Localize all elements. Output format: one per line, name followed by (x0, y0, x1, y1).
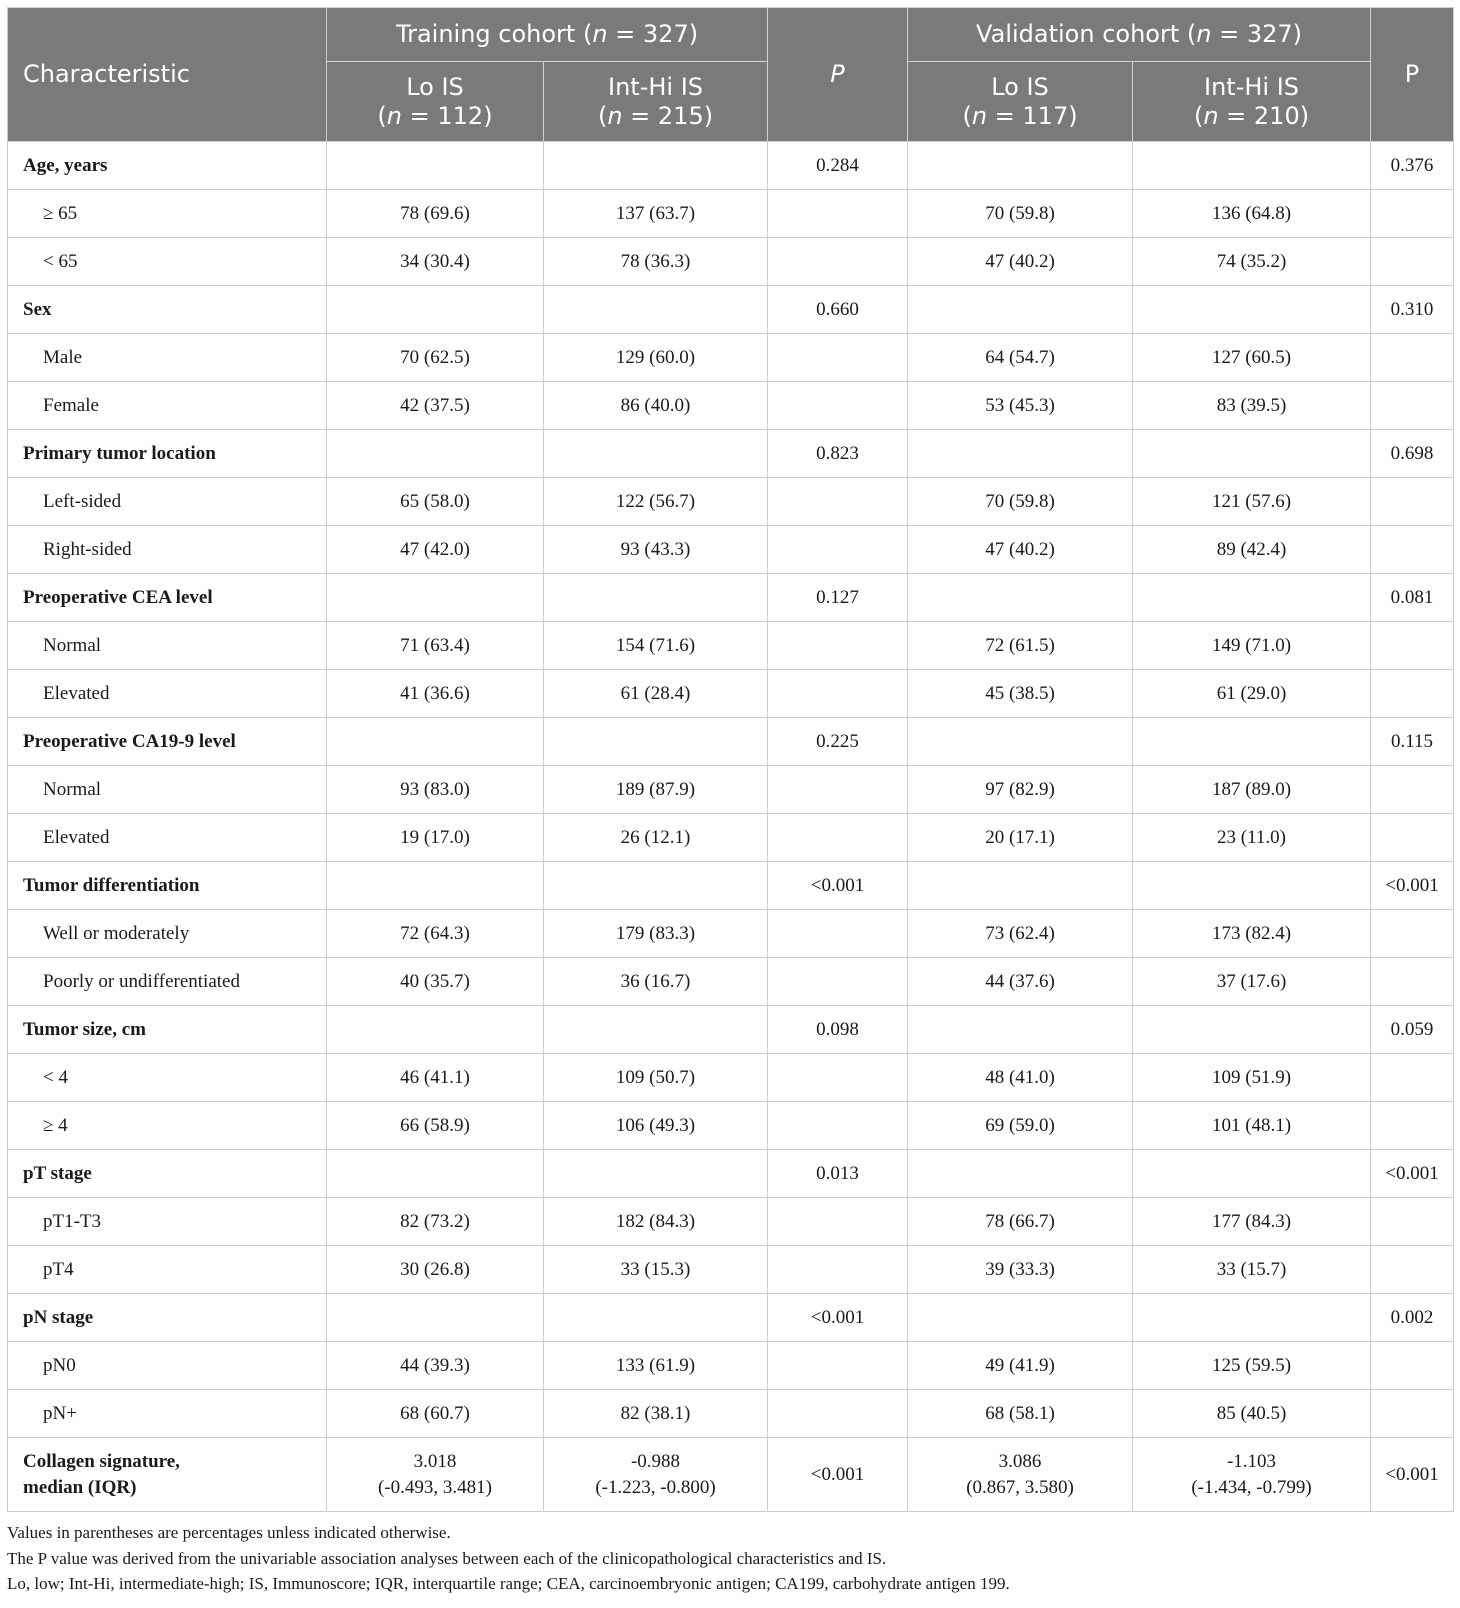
row-label: Right-sided (8, 526, 327, 574)
cell-training-hi (544, 718, 768, 766)
cell-training-p (768, 1342, 908, 1390)
cell-training-lo: 40 (35.7) (327, 958, 544, 1006)
cell-validation-hi: 101 (48.1) (1133, 1102, 1371, 1150)
cell-training-p: 0.013 (768, 1150, 908, 1198)
cell-validation-hi (1133, 1150, 1371, 1198)
cell-training-p: 0.823 (768, 430, 908, 478)
cell-training-p (768, 1198, 908, 1246)
cell-validation-hi: 74 (35.2) (1133, 238, 1371, 286)
table-row (8, 814, 1454, 862)
cell-validation-p (1371, 526, 1454, 574)
row-label: Left-sided (8, 478, 327, 526)
table-row (8, 1198, 1454, 1246)
cell-training-hi (544, 862, 768, 910)
table-row (8, 190, 1454, 238)
row-label: Well or moderately (8, 910, 327, 958)
row-label: Preoperative CEA level (8, 574, 327, 622)
cell-training-lo: 93 (83.0) (327, 766, 544, 814)
cell-validation-lo (908, 1294, 1133, 1342)
cell-validation-lo (908, 718, 1133, 766)
row-label: Poorly or undifferentiated (8, 958, 327, 1006)
cell-validation-hi (1133, 1006, 1371, 1054)
cell-training-p (768, 382, 908, 430)
table-row (8, 1390, 1454, 1438)
table-row (8, 766, 1454, 814)
cell-validation-hi: 37 (17.6) (1133, 958, 1371, 1006)
table-row (8, 1342, 1454, 1390)
cell-validation-lo (908, 286, 1133, 334)
cell-validation-hi (1133, 574, 1371, 622)
row-label: Sex (8, 286, 327, 334)
cell-validation-hi: 33 (15.7) (1133, 1246, 1371, 1294)
table-row (8, 958, 1454, 1006)
footnote: Values in parentheses are percentages unless indicated otherwise. (7, 1523, 451, 1542)
row-label: ≥ 65 (8, 190, 327, 238)
cell-training-lo (327, 430, 544, 478)
cell-training-lo: 68 (60.7) (327, 1390, 544, 1438)
cell-training-hi (544, 430, 768, 478)
header-validation-lo-is: Lo IS (n = 117) (908, 62, 1133, 142)
cell-validation-lo: 53 (45.3) (908, 382, 1133, 430)
cell-training-lo: 42 (37.5) (327, 382, 544, 430)
row-label: pN+ (8, 1390, 327, 1438)
cell-training-hi (544, 1006, 768, 1054)
cell-validation-lo: 78 (66.7) (908, 1198, 1133, 1246)
header-validation-int-hi-is: Int-Hi IS (n = 210) (1133, 62, 1371, 142)
footnote: The P value was derived from the univariable association analyses between each of the clinicopathological characteristics and IS. (7, 1548, 887, 1568)
cell-training-p (768, 1246, 908, 1294)
table-body (8, 142, 1454, 1512)
row-label: pT1-T3 (8, 1198, 327, 1246)
header-training-lo-is: Lo IS (n = 112) (327, 62, 544, 142)
cell-training-p: <0.001 (768, 1294, 908, 1342)
cell-training-p (768, 478, 908, 526)
cell-training-hi (544, 1150, 768, 1198)
cell-training-hi: 26 (12.1) (544, 814, 768, 862)
cell-training-hi: 182 (84.3) (544, 1198, 768, 1246)
cell-training-lo: 41 (36.6) (327, 670, 544, 718)
cell-training-lo (327, 1006, 544, 1054)
table-header (8, 8, 1454, 142)
row-label-collagen: Collagen signature, median (IQR) (8, 1438, 327, 1512)
table-row (8, 670, 1454, 718)
cell-validation-lo: 3.086 (0.867, 3.580) (908, 1438, 1133, 1512)
cell-training-lo (327, 1150, 544, 1198)
cell-training-lo (327, 574, 544, 622)
cell-training-hi: 154 (71.6) (544, 622, 768, 670)
cell-validation-hi (1133, 286, 1371, 334)
cell-training-p (768, 526, 908, 574)
table-row (8, 478, 1454, 526)
cell-validation-lo: 72 (61.5) (908, 622, 1133, 670)
header-characteristic: Characteristic (8, 8, 327, 142)
cell-training-hi: -0.988 (-1.223, -0.800) (544, 1438, 768, 1512)
cell-validation-hi (1133, 142, 1371, 190)
cell-validation-hi: 187 (89.0) (1133, 766, 1371, 814)
table-row (8, 526, 1454, 574)
row-label: pT4 (8, 1246, 327, 1294)
cell-training-lo (327, 862, 544, 910)
cell-validation-hi: 173 (82.4) (1133, 910, 1371, 958)
cell-validation-lo: 73 (62.4) (908, 910, 1133, 958)
cell-training-hi: 106 (49.3) (544, 1102, 768, 1150)
row-label: Tumor differentiation (8, 862, 327, 910)
cell-validation-p (1371, 1246, 1454, 1294)
cell-validation-lo: 48 (41.0) (908, 1054, 1133, 1102)
cell-training-p (768, 190, 908, 238)
footnote: Lo, low; Int-Hi, intermediate-high; IS, Immunoscore; IQR, interquartile range; CEA, carcinoembryonic antigen; CA199, carbohydrate antigen 199. (7, 1574, 1010, 1593)
cell-validation-lo: 39 (33.3) (908, 1246, 1133, 1294)
row-label: Primary tumor location (8, 430, 327, 478)
cell-training-lo: 78 (69.6) (327, 190, 544, 238)
cell-validation-p (1371, 910, 1454, 958)
cell-validation-lo: 70 (59.8) (908, 190, 1133, 238)
cell-training-p (768, 1054, 908, 1102)
cell-training-lo: 3.018 (-0.493, 3.481) (327, 1438, 544, 1512)
cell-training-lo (327, 1294, 544, 1342)
table-row (8, 1054, 1454, 1102)
cell-training-lo: 66 (58.9) (327, 1102, 544, 1150)
cell-training-hi (544, 1294, 768, 1342)
header-training-cohort: Training cohort (n = 327) (327, 8, 768, 62)
table-row (8, 334, 1454, 382)
cell-training-p (768, 334, 908, 382)
cell-validation-lo: 47 (40.2) (908, 526, 1133, 574)
cell-training-hi (544, 286, 768, 334)
cell-training-lo: 34 (30.4) (327, 238, 544, 286)
row-label: Normal (8, 766, 327, 814)
cell-training-p: 0.127 (768, 574, 908, 622)
cell-validation-hi: 61 (29.0) (1133, 670, 1371, 718)
cell-validation-hi: 177 (84.3) (1133, 1198, 1371, 1246)
cell-validation-p (1371, 382, 1454, 430)
cell-validation-p (1371, 814, 1454, 862)
cell-validation-lo (908, 430, 1133, 478)
table-row (8, 1294, 1454, 1342)
cell-training-p (768, 1102, 908, 1150)
cell-training-p: 0.284 (768, 142, 908, 190)
row-label: Normal (8, 622, 327, 670)
cell-training-lo: 44 (39.3) (327, 1342, 544, 1390)
table-row (8, 286, 1454, 334)
cell-training-hi: 93 (43.3) (544, 526, 768, 574)
cell-training-lo: 30 (26.8) (327, 1246, 544, 1294)
cell-validation-hi: 149 (71.0) (1133, 622, 1371, 670)
table-row (8, 718, 1454, 766)
row-label: ≥ 4 (8, 1102, 327, 1150)
row-label: Tumor size, cm (8, 1006, 327, 1054)
cell-training-lo (327, 718, 544, 766)
characteristics-table (7, 7, 1454, 1512)
row-label: < 65 (8, 238, 327, 286)
cell-validation-lo: 69 (59.0) (908, 1102, 1133, 1150)
row-label: pT stage (8, 1150, 327, 1198)
cell-validation-p (1371, 1342, 1454, 1390)
header-training-int-hi-is: Int-Hi IS (n = 215) (544, 62, 768, 142)
cell-validation-hi: 136 (64.8) (1133, 190, 1371, 238)
cell-validation-hi: 121 (57.6) (1133, 478, 1371, 526)
cell-training-p: 0.660 (768, 286, 908, 334)
cell-training-p (768, 958, 908, 1006)
cell-validation-hi (1133, 718, 1371, 766)
cell-training-p: 0.225 (768, 718, 908, 766)
cell-training-lo: 82 (73.2) (327, 1198, 544, 1246)
cell-training-hi (544, 574, 768, 622)
table-row (8, 238, 1454, 286)
cell-validation-p: 0.310 (1371, 286, 1454, 334)
cell-training-lo: 65 (58.0) (327, 478, 544, 526)
cell-validation-p: 0.115 (1371, 718, 1454, 766)
cell-training-hi (544, 142, 768, 190)
cell-validation-p: <0.001 (1371, 862, 1454, 910)
cell-validation-hi: 23 (11.0) (1133, 814, 1371, 862)
cell-training-p (768, 238, 908, 286)
cell-validation-p (1371, 238, 1454, 286)
cell-training-lo: 19 (17.0) (327, 814, 544, 862)
cell-training-p (768, 910, 908, 958)
table-row (8, 1102, 1454, 1150)
cell-validation-lo (908, 142, 1133, 190)
cell-validation-lo: 20 (17.1) (908, 814, 1133, 862)
cell-training-hi: 179 (83.3) (544, 910, 768, 958)
cell-training-hi: 33 (15.3) (544, 1246, 768, 1294)
cell-validation-lo (908, 1150, 1133, 1198)
cell-validation-hi: 127 (60.5) (1133, 334, 1371, 382)
table-row (8, 430, 1454, 478)
cell-training-p (768, 814, 908, 862)
cell-training-p: <0.001 (768, 862, 908, 910)
row-label: pN0 (8, 1342, 327, 1390)
cell-validation-p (1371, 478, 1454, 526)
table-row (8, 574, 1454, 622)
cell-validation-hi: 89 (42.4) (1133, 526, 1371, 574)
cell-validation-p (1371, 670, 1454, 718)
table-container (7, 7, 1453, 1597)
cell-validation-p (1371, 766, 1454, 814)
cell-validation-hi: 83 (39.5) (1133, 382, 1371, 430)
table-row (8, 910, 1454, 958)
cell-validation-hi (1133, 430, 1371, 478)
cell-validation-p (1371, 622, 1454, 670)
cell-validation-hi: 109 (51.9) (1133, 1054, 1371, 1102)
cell-validation-p: <0.001 (1371, 1438, 1454, 1512)
cell-validation-lo: 49 (41.9) (908, 1342, 1133, 1390)
cell-training-hi: 61 (28.4) (544, 670, 768, 718)
cell-training-hi: 109 (50.7) (544, 1054, 768, 1102)
cell-validation-p (1371, 334, 1454, 382)
table-row (8, 1150, 1454, 1198)
row-label: Elevated (8, 814, 327, 862)
cell-training-lo: 72 (64.3) (327, 910, 544, 958)
table-row (8, 1006, 1454, 1054)
cell-validation-lo: 68 (58.1) (908, 1390, 1133, 1438)
cell-training-p (768, 766, 908, 814)
table-row-collagen (8, 1438, 1454, 1512)
cell-validation-lo: 64 (54.7) (908, 334, 1133, 382)
cell-validation-p (1371, 1198, 1454, 1246)
cell-validation-p (1371, 958, 1454, 1006)
cell-validation-lo: 44 (37.6) (908, 958, 1133, 1006)
header-validation-cohort: Validation cohort (n = 327) (908, 8, 1371, 62)
cell-training-lo: 46 (41.1) (327, 1054, 544, 1102)
cell-validation-hi (1133, 1294, 1371, 1342)
cell-training-hi: 137 (63.7) (544, 190, 768, 238)
cell-validation-p: 0.059 (1371, 1006, 1454, 1054)
cell-training-lo (327, 286, 544, 334)
table-row (8, 1246, 1454, 1294)
row-label: Preoperative CA19-9 level (8, 718, 327, 766)
cell-training-lo: 71 (63.4) (327, 622, 544, 670)
cell-training-hi: 129 (60.0) (544, 334, 768, 382)
cell-validation-p: 0.376 (1371, 142, 1454, 190)
row-label: Female (8, 382, 327, 430)
cell-validation-lo (908, 862, 1133, 910)
row-label: pN stage (8, 1294, 327, 1342)
row-label: Male (8, 334, 327, 382)
cell-training-lo (327, 142, 544, 190)
row-label: Age, years (8, 142, 327, 190)
cell-validation-hi: 125 (59.5) (1133, 1342, 1371, 1390)
table-row (8, 142, 1454, 190)
cell-validation-p: 0.002 (1371, 1294, 1454, 1342)
cell-validation-lo: 70 (59.8) (908, 478, 1133, 526)
cell-validation-hi (1133, 862, 1371, 910)
cell-training-lo: 70 (62.5) (327, 334, 544, 382)
cell-training-p (768, 622, 908, 670)
cell-validation-p: 0.698 (1371, 430, 1454, 478)
cell-validation-lo (908, 1006, 1133, 1054)
cell-validation-lo: 45 (38.5) (908, 670, 1133, 718)
cell-training-lo: 47 (42.0) (327, 526, 544, 574)
header-validation-p: P (1371, 8, 1454, 142)
cell-training-p: <0.001 (768, 1438, 908, 1512)
cell-validation-lo (908, 574, 1133, 622)
cell-validation-p (1371, 190, 1454, 238)
cell-training-hi: 78 (36.3) (544, 238, 768, 286)
cell-validation-p: 0.081 (1371, 574, 1454, 622)
row-label: < 4 (8, 1054, 327, 1102)
cell-validation-p (1371, 1054, 1454, 1102)
cell-validation-hi: 85 (40.5) (1133, 1390, 1371, 1438)
cell-training-hi: 82 (38.1) (544, 1390, 768, 1438)
cell-training-p (768, 1390, 908, 1438)
table-row (8, 862, 1454, 910)
cell-training-hi: 133 (61.9) (544, 1342, 768, 1390)
cell-training-hi: 36 (16.7) (544, 958, 768, 1006)
cell-training-hi: 86 (40.0) (544, 382, 768, 430)
cell-validation-lo: 97 (82.9) (908, 766, 1133, 814)
cell-training-p: 0.098 (768, 1006, 908, 1054)
cell-validation-p (1371, 1102, 1454, 1150)
cell-training-hi: 122 (56.7) (544, 478, 768, 526)
cell-validation-p (1371, 1390, 1454, 1438)
row-label: Elevated (8, 670, 327, 718)
cell-validation-p: <0.001 (1371, 1150, 1454, 1198)
cell-training-p (768, 670, 908, 718)
table-row (8, 382, 1454, 430)
cell-training-hi: 189 (87.9) (544, 766, 768, 814)
table-footnotes (7, 1520, 1453, 1597)
cell-validation-hi: -1.103 (-1.434, -0.799) (1133, 1438, 1371, 1512)
cell-validation-lo: 47 (40.2) (908, 238, 1133, 286)
table-row (8, 622, 1454, 670)
header-training-p: P (768, 8, 908, 142)
